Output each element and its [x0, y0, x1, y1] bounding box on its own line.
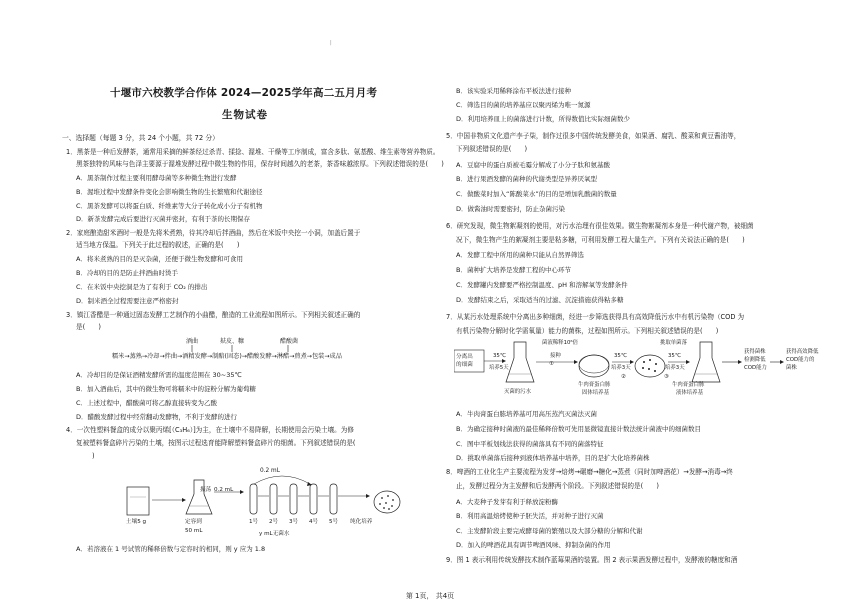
soil-sample-icon: [127, 487, 149, 515]
q7-fig-medium-2a: 牛肉膏蛋白胨: [672, 382, 705, 388]
q1-option-d: D．新茶发酵完成后要进行灭菌并密封，有利于茶的长期保存: [76, 215, 251, 223]
tube-3-icon: [290, 484, 297, 514]
q2-option-a: A．将米煮熟的目的是灭杂菌，还便于微生物发酵和可食用: [76, 255, 243, 263]
q7-fig-step-2: ②: [621, 374, 626, 380]
q8-option-b: B．利用高温焙烤使种子胚失活，并对种子进行灭菌: [456, 512, 604, 520]
q7-fig-pick: 挑取单菌落: [660, 340, 687, 346]
scan-mark: |: [330, 40, 332, 46]
q5-stem-cont: 下列叙述错误的是( ): [456, 145, 528, 153]
q7-fig-medium-1a: 牛肉膏蛋白胨: [578, 382, 611, 388]
q4-fig-tube-5: 5号: [329, 519, 339, 525]
q4-option-d: D．利用培养皿上的菌落进行计数，所得数值比实际细菌数少: [456, 115, 631, 123]
q7-fig-flask-label: 灭菌的污水: [504, 389, 531, 395]
tube-5-icon: [330, 484, 337, 514]
q4-fig-flask-label: 定容到: [185, 519, 202, 525]
q7-fig-dilute: 菌液稀释10⁶倍: [542, 340, 578, 346]
exam-subtitle: 生物试卷: [222, 109, 268, 121]
q8-option-c: C．主发酵阶段主要完成酵母菌的繁殖以及大部分糖的分解和代谢: [456, 527, 643, 535]
q8-stem-cont: 止，发酵过程分为主发酵和后发酵两个阶段。下列叙述错误的是( ): [456, 482, 659, 490]
q4-fig-soil: 土壤5 g: [126, 519, 147, 525]
q7-fig-medium-1b: 固体培养基: [582, 390, 609, 396]
q4-fig-tube-1: 1号: [249, 519, 259, 525]
q6-option-b: B．菌种扩大培养是发酵工程的中心环节: [456, 266, 571, 274]
q7-fig-isolated-1: 分离出: [456, 354, 473, 360]
q7-fig-spread: 接种: [550, 353, 561, 359]
exam-title: 十堰市六校教学合作体 2024—2025学年高二五月月考: [110, 87, 378, 99]
q5-option-c: C．做酸菜时加入“陈酸菜水”的目的是增加乳酸菌的数量: [456, 190, 617, 198]
q1-option-b: B．渥堆过程中发酵条件变化会影响微生物的生长繁殖和代谢途径: [76, 188, 263, 196]
q7-option-a: A．牛肉膏蛋白胨培养基可用高压蒸汽灭菌法灭菌: [456, 410, 597, 418]
q6-stem-cont: 况下，微生物产生的絮凝剂主要是粘多糖，可利用发酵工程大量生产。下列有关说法正确的是( ): [456, 236, 745, 244]
q4-fig-sterile-water: y mL无菌水: [259, 531, 290, 537]
q7-fig-temp-2: 35℃: [614, 353, 627, 359]
q7-fig-result-6: 菌株: [786, 365, 797, 371]
q3-stem-cont: 是( ): [76, 323, 101, 331]
tube-2-icon: [270, 484, 277, 514]
q7-option-c: C．图中平板划线法获得的菌落具有不同的菌落特征: [456, 440, 604, 448]
q5-stem: 5．中国非物质文化遗产李子柒，制作过很多中国传统发酵美食，如果酒、腐乳、酸菜和黄豆酱油等，: [446, 132, 741, 140]
q7-stem-cont: 有机污染物分解时化学需氧量）能力的菌株，过程如图所示。下列相关叙述错误的是( ): [456, 327, 719, 335]
q6-option-d: D．发酵结束之后，采取适当的过滤、沉淀措施获得粘多糖: [456, 296, 624, 304]
q7-option-b: B．为确定接种时菌液的最佳稀释倍数可先用显微镜直接计数法统计菌液中的细菌数目: [456, 425, 701, 433]
q8-option-a: A．大麦种子发芽有利于释放淀粉酶: [456, 498, 558, 506]
q7-fig-day-2: 培养3天: [611, 365, 631, 371]
q2-option-b: B．冷却的目的是防止拌酒曲时烫手: [76, 269, 178, 277]
q7-fig-step-3: ③: [664, 374, 669, 380]
q6-option-a: A．发酵工程中所用的菌种只能从自然界筛选: [456, 251, 584, 259]
q4-stem: 4．一次性塑料餐盒的成分以聚丙烯[（C₃H₆）]为主，在土壤中不易降解，长期使用会污染土壤。为修: [66, 426, 354, 434]
q5-option-d: D．做酱油时需要密封，防止杂菌污染: [456, 205, 566, 213]
q6-stem: 6．研究发现，微生物絮凝剂的使用，对污水治理有很佳效果。微生物絮凝剂本身是一种代谢产物，被细菌: [446, 222, 754, 230]
q1-stem: 1．黑茶是一种后发酵茶，通常用采摘的鲜茶经过杀青、揉捻、渥堆、干燥等工序制成，富含多肽、氨基酸、维生素等营养物质。: [66, 148, 440, 156]
q1-option-a: A．黑茶制作过程主要利用酵母菌等多种微生物进行发酵: [76, 174, 237, 182]
q7-fig-result-2: 检测降低: [744, 357, 766, 363]
q7-fig-temp-1: 35℃: [493, 353, 506, 359]
q4-option-a: A．若溶液在 1 号试管的稀释倍数与定容时的相同，则 y 应为 1.8: [76, 545, 266, 553]
q4-fig-flask-label-2: 50 mL: [185, 528, 203, 534]
q2-stem: 2．家庭酿造甜米酒时一般是先将米煮熟，待其冷却后拌酒曲，然后在米饭中央挖一小洞，加盖后置于: [66, 229, 361, 237]
q7-stem: 7．从某污水处理系统中分离出多种细菌，经进一步筛选获得具有高效降低污水中有机污染物（COD 为: [446, 313, 745, 321]
q4-fig-pure-culture: 纯化培养: [350, 519, 373, 525]
page-footer: 第 1页， 共4页: [405, 592, 455, 600]
q7-fig-result-1: 获得菌株: [744, 349, 766, 355]
q7-fig-step-1: ①: [549, 361, 554, 367]
flask-2-icon: [692, 342, 720, 382]
q3-option-d: D．醋酸发酵过程中经常翻动发酵物，不利于发酵的进行: [76, 413, 238, 421]
flask-1-icon: [506, 342, 534, 382]
q1-stem-cont: 黑茶独特的风味与色泽主要源于渥堆发酵过程中微生物的作用，保存时间越久的老茶，茶香味越浓厚。下列叙述错误的是( ): [76, 160, 444, 168]
q4-stem-cont: 复被塑料餐盒碎片污染的土壤，按图示过程选育能降解塑料餐盒碎片的细菌。下列叙述错误的是(: [76, 439, 356, 447]
q7-option-d: D．挑取单菌落后接种到液体培养基中培养，目的是扩大化培养菌株: [456, 454, 650, 462]
q4-stem-close: ): [92, 452, 95, 460]
q3-option-a: A．冷却目的是保证酒精发酵所需的温度范围在 30~35℃: [76, 371, 242, 379]
q7-fig-day-1: 培养5天: [489, 365, 509, 371]
q4-fig-tube-2: 2号: [269, 519, 279, 525]
q4-option-c: C．筛选目的菌的培养基应以聚丙烯为唯一氮源: [456, 101, 591, 109]
q4-option-b: B．该实验采用稀释涂布平板法进行接种: [456, 87, 571, 95]
q4-fig-volume-2: 0.2 mL: [214, 487, 234, 493]
q3-fig-flow: 糯米→蒸熟→冷却→拌曲→酒精发酵→制醅(固态)→醋酸发酵→淋醋→煎煮→包装→成品: [112, 353, 342, 360]
q3-option-b: B．加入酒曲后，其中的微生物可将糯米中的淀粉分解为葡萄糖: [76, 385, 256, 393]
q3-fig-arrows: [62, 345, 434, 353]
q2-option-c: C．在米饭中央挖洞是为了有利于 CO₂ 的排出: [76, 283, 208, 291]
q7-fig-result-3: COD能力: [744, 365, 767, 371]
q3-option-c: C．上述过程中，醋酸菌可将乙醇直接转变为乙酸: [76, 399, 218, 407]
q8-option-d: D．加入的啤酒花具有调节啤酒风味、抑制杂菌的作用: [456, 541, 611, 549]
q2-stem-cont: 适当地方保温。下列关于此过程的叙述，正确的是( ): [76, 241, 240, 249]
q7-fig-medium-2b: 液体培养基: [676, 390, 703, 396]
q3-stem: 3．镇江香醋是一种通过固态发酵工艺制作的小曲醋，酿造的工业流程如图所示。下列相关叙述正确的: [66, 311, 361, 319]
q4-fig-shake: 振荡: [200, 487, 212, 493]
q6-option-c: C．发酵罐内发酵要严格控制温度、pH 和溶解氧等发酵条件: [456, 281, 628, 289]
q5-option-a: A．豆腐中的蛋白质被毛霉分解成了小分子肽和氨基酸: [456, 161, 610, 169]
q2-option-d: D．制米酒全过程需要注意严格密封: [76, 297, 179, 305]
q7-fig-result-4: 获得高效降低: [786, 349, 819, 355]
petri-dish-icon: [374, 491, 400, 513]
tube-1-icon: [250, 484, 257, 514]
q4-fig-tube-3: 3号: [289, 519, 299, 525]
q3-fig-top-label-2: 麸皮、糠: [220, 338, 245, 345]
q4-fig-tube-4: 4号: [309, 519, 319, 525]
q7-fig-result-5: COD能力的: [786, 357, 815, 363]
section-heading: 一、选择题（每题 3 分，共 24 个小题，共 72 分）: [62, 134, 219, 142]
q9-stem: 9．图 1 表示利用传统发酵技术制作蓝莓果酒的装置。图 2 表示果酒发酵过程中，发酵液的糖度和酒: [446, 556, 738, 564]
q5-option-b: B．进行果酒发酵的菌种的代谢类型是异养厌氧型: [456, 175, 597, 183]
q8-stem: 8．啤酒的工业化生产主要流程为发芽→焙烤→碾磨→糖化→蒸煮（同时加啤酒花）→发酵→消毒→终: [446, 468, 733, 476]
plate-2-icon: [635, 355, 665, 377]
q3-fig-top-label-1: 酒曲: [186, 338, 199, 345]
plate-1-icon: [579, 355, 609, 377]
q4-fig-volume: 0.2 mL: [260, 468, 280, 474]
q7-fig-day-3: 培养3天: [665, 365, 685, 371]
q3-fig-top-label-3: 醋酸菌: [280, 338, 299, 345]
tube-4-icon: [310, 484, 317, 514]
q1-option-c: C．黑茶发酵可以将蛋白质、纤维素等大分子转化成小分子有机物: [76, 202, 263, 210]
q7-fig-isolated-2: 的细菌: [456, 362, 473, 368]
q7-fig-temp-3: 35℃: [668, 353, 681, 359]
